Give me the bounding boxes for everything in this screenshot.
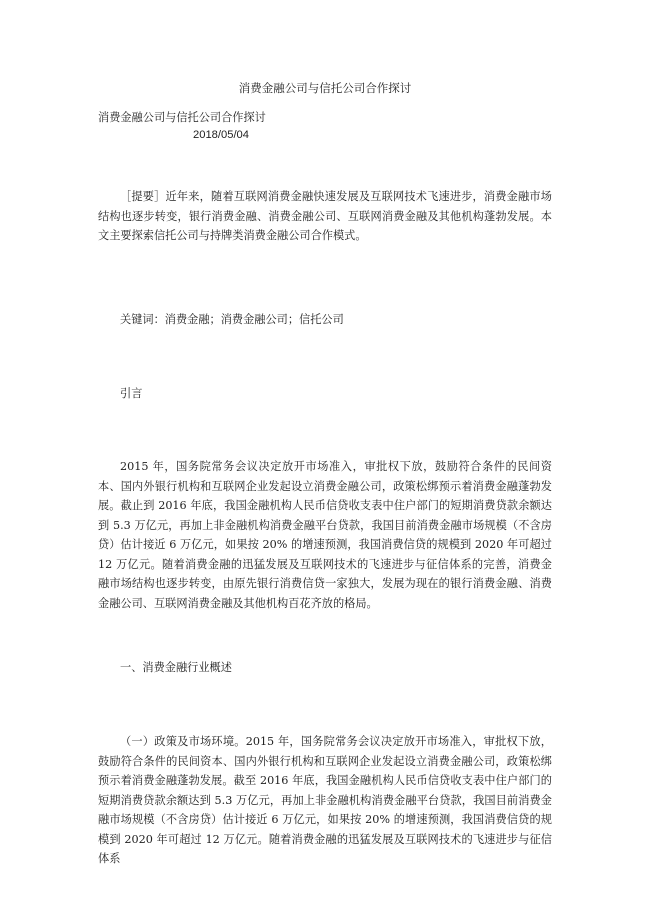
abstract-paragraph: ［提要］近年来，随着互联网消费金融快速发展及互联网技术飞速进步，消费金融市场结构也逐步转变，银行消费金融、消费金融公司、互联网消费金融及其他机构蓬勃发展。本文主要探索信托公司与持牌类消费金融公司合作模式。 (98, 190, 552, 242)
intro-paragraph: 2015 年，国务院常务会议决定放开市场准入，审批权下放，鼓励符合条件的民间资本、国内外银行机构和互联网企业发起设立消费金融公司，政策松绑预示着消费金融蓬勃发展。截止到 2016 年底，我国金融机构人民币信贷收支表中住户部门的短期消费贷款余额达到 5.3 万亿元，再加上非金融机构消费金融平台贷款，我国目前消费金融市场规模（不含房贷）估计接近 6 万亿元，如果按 20% 的增速预测，我国消费信贷的规模到 2020 年可超过 12 万亿元。随着消费金融的迅猛发展及互联网技术的飞速进步与征信体系的完善，消费金融市场结构也逐步转变，由原先银行消费信贷一家独大，发展为现在的银行消费金融、消费金融公司、互联网消费金融及其他机构百花齐放的格局。 (98, 460, 552, 610)
section-heading: 一、消费金融行业概述 (120, 661, 232, 674)
intro-heading: 引言 (120, 387, 143, 400)
document-title: 消费金融公司与信托公司合作探讨 (238, 81, 412, 95)
document-subtitle: 消费金融公司与信托公司合作探讨 (98, 111, 266, 124)
section-paragraph: （一）政策及市场环境。2015 年，国务院常务会议决定放开市场准入，审批权下放，鼓励符合条件的民间资本、国内外银行机构和互联网企业发起设立消费金融公司，政策松绑预示着消费金融蓬勃发展。截至 2016 年底，我国金融机构人民币信贷收支表中住户部门的短期消费贷款余额达到 5.3 万亿元，再加上非金融机构消费金融平台贷款，我国目前消费金融市场规模（不含房贷）估计接近 6 万亿元，如果按 20% 的增速预测，我国消费信贷的规模到 2020 年可超过 12 万亿元。随着消费金融的迅猛发展及互联网技术的飞速进步与征信体系 (98, 735, 552, 865)
keywords-line: 关键词：消费金融；消费金融公司；信托公司 (120, 313, 344, 326)
document-date: 2018/05/04 (193, 129, 249, 141)
